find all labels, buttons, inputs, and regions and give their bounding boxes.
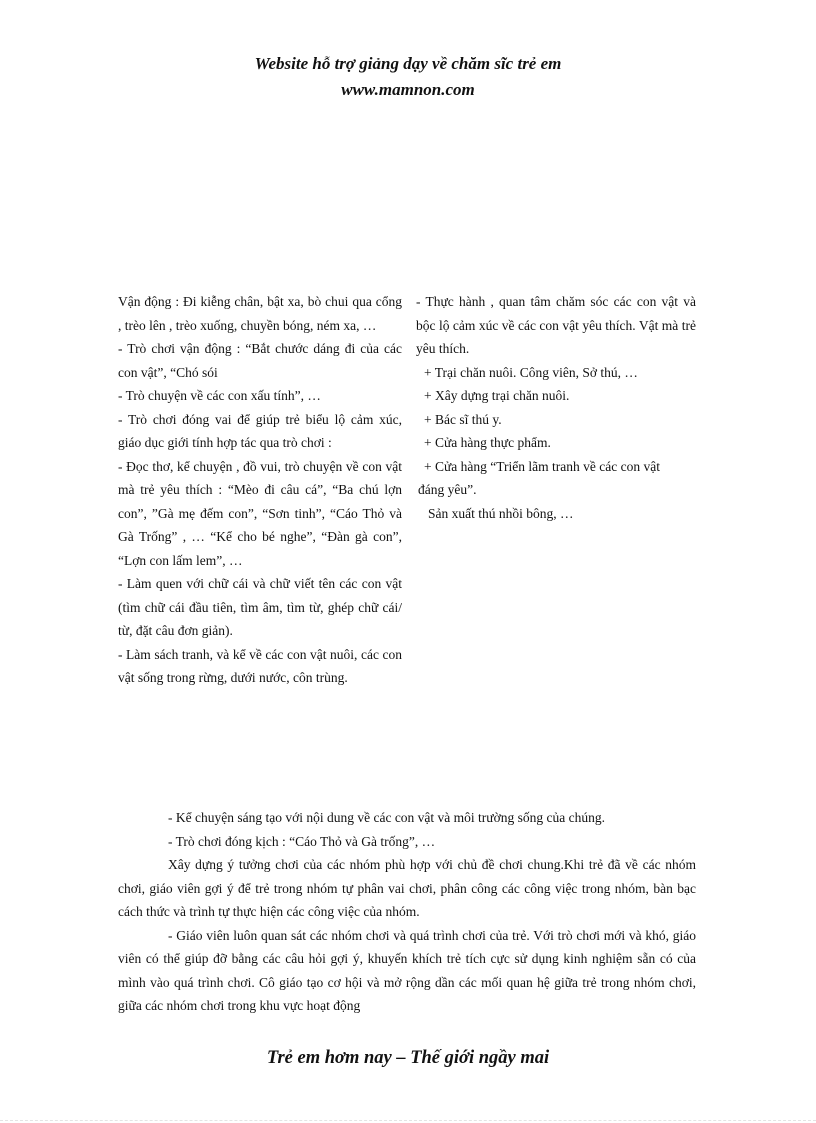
right-list-item: + Xây dựng trại chăn nuôi.: [424, 388, 570, 403]
left-paragraph: - Trò chơi vận động : “Bắt chước dáng đi của các con vật”, “Chó sói: [118, 341, 402, 380]
body-text: [118, 806, 696, 1018]
body-paragraph: - Giáo viên luôn quan sát các nhóm chơi và quá trình chơi của trẻ. Với trò chơi mới và khó, giáo viên có thể giúp đỡ bằng các câu hỏi gợi ý, khuyến khích trẻ tích cực sử dụng kinh nghiệm sẵn có của mình vào quá trình chơi. Cô giáo tạo cơ hội và mở rộng dần các mối quan hệ giữa trẻ trong nhóm chơi, giữa các nhóm chơi trong khu vực hoạt động: [118, 927, 696, 1013]
left-paragraph: - Trò chuyện về các con xấu tính”, …: [118, 388, 321, 403]
left-paragraph: - Trò chơi đóng vai để giúp trẻ biểu lộ cảm xúc, giáo dục giới tính hợp tác qua trò chơi :: [118, 411, 402, 450]
page-footer: Trẻ em hơm nay – Thế giới ngầy mai: [266, 1048, 550, 1068]
right-last-line: Sản xuất thú nhồi bông, …: [428, 505, 574, 521]
page-edge-divider: [0, 1120, 816, 1121]
right-list-item: + Cửa hàng “Triển lãm tranh về các con vật: [424, 458, 660, 474]
body-paragraph: Xây dựng ý tưởng chơi của các nhóm phù hợp với chủ đề chơi chung.Khi trẻ đã về các nhóm chơi, giáo viên gợi ý để trẻ trong nhóm tự phân vai chơi, phân công các công việc trong nhóm, bàn bạc cách thức và trình tự thực hiện các công việc của nhóm.: [118, 857, 696, 919]
left-paragraph: - Làm sách tranh, và kể về các con vật nuôi, các con vật sống trong rừng, dưới nước, côn trùng.: [118, 646, 402, 685]
left-column: [118, 290, 402, 690]
right-column: [416, 290, 696, 525]
page-header-title: Website hỗ trợ giảng dạy về chăm sĩc trẻ em: [254, 54, 562, 73]
right-list-item: + Bác sĩ thú y.: [424, 411, 502, 427]
body-paragraph: - Kể chuyện sáng tạo với nội dung về các con vật và môi trường sống của chúng.: [168, 810, 605, 825]
right-list-item: + Trại chăn nuôi. Công viên, Sở thú, …: [424, 364, 638, 380]
right-intro: - Thực hành , quan tâm chăm sóc các con vật và bộc lộ cảm xúc về các con vật yêu thích. Vật mà trẻ yêu thích.: [416, 294, 696, 356]
left-paragraph: - Làm quen với chữ cái và chữ viết tên các con vật (tìm chữ cái đầu tiên, tìm âm, tìm từ, ghép chữ cái/ từ, đặt câu đơn giản).: [118, 576, 402, 638]
right-list-item: + Cửa hàng thực phẩm.: [424, 435, 551, 450]
left-paragraph: Vận động : Đi kiễng chân, bật xa, bò chui qua cổng , trèo lên , trèo xuống, chuyền bóng, ném xa, …: [118, 294, 402, 333]
page-header-website: www.mamnon.com: [341, 80, 475, 99]
body-paragraph: - Trò chơi đóng kịch : “Cáo Thỏ và Gà trống”, …: [168, 833, 436, 849]
left-paragraph: - Đọc thơ, kể chuyện , đồ vui, trò chuyện về con vật mà trẻ yêu thích : “Mèo đi câu cá”, “Ba chú lợn con”, ”Gà mẹ đếm con”, “Sơn tinh”, “Cáo Thỏ và Gà Trống” , … “Kể cho bé nghe”, “Đàn gà con”, “Lợn con lấm lem”, …: [118, 458, 402, 568]
right-list-item-tail: đáng yêu”.: [418, 482, 477, 497]
